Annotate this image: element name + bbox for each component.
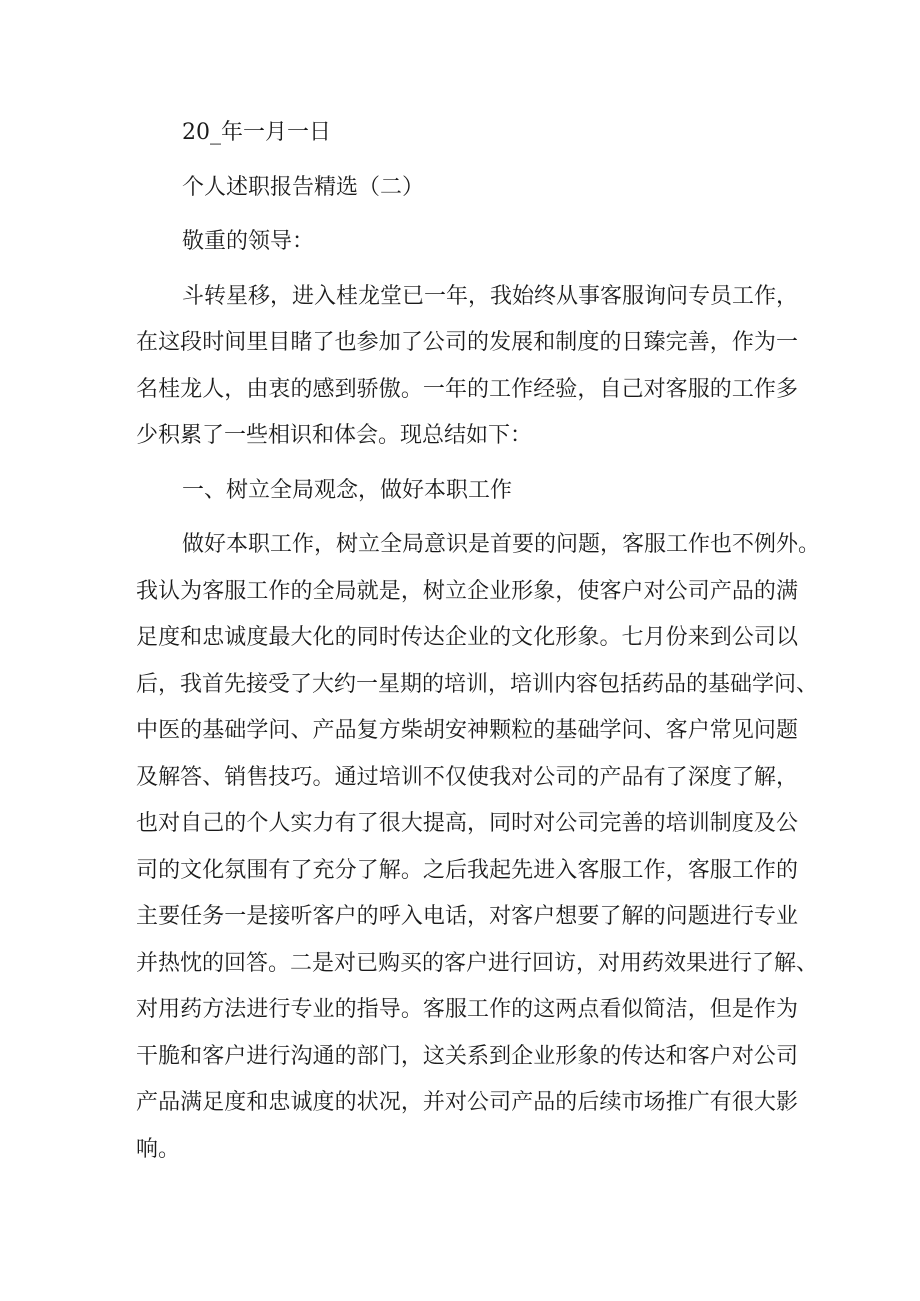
paragraph-line: 主要任务一是接听客户的呼入电话，对客户想要了解的问题进行专业 xyxy=(136,904,798,929)
document-title: 个人述职报告精选（二） xyxy=(182,174,425,200)
salutation: 敬重的领导： xyxy=(182,229,315,254)
paragraph-line: 对用药方法进行专业的指导。客服工作的这两点看似简洁，但是作为 xyxy=(136,997,798,1022)
paragraph-line: 并热忱的回答。二是对已购买的客户进行回访，对用药效果进行了解、 xyxy=(136,950,819,976)
paragraph-line: 在这段时间里目睹了也参加了公司的发展和制度的日臻完善，作为一 xyxy=(136,330,798,355)
paragraph-line: 名桂龙人，由衷的感到骄傲。一年的工作经验，自己对客服的工作多 xyxy=(136,376,798,402)
paragraph-line: 司的文化氛围有了充分了解。之后我起先进入客服工作，客服工作的 xyxy=(136,857,798,883)
paragraph-line: 响。 xyxy=(136,1136,181,1162)
paragraph-line: 做好本职工作，树立全局意识是首要的问题，客服工作也不例外。 xyxy=(182,532,821,557)
paragraph-line: 及解答、销售技巧。通过培训不仅使我对公司的产品有了深度了解， xyxy=(136,764,798,790)
paragraph-line: 后，我首先接受了大约一星期的培训，培训内容包括药品的基础学问、 xyxy=(136,671,819,697)
paragraph-line: 也对自己的个人实力有了很大提高，同时对公司完善的培训制度及公 xyxy=(136,811,798,836)
paragraph-intro xyxy=(136,274,798,460)
paragraph-line: 我认为客服工作的全局就是，树立企业形象，使客户对公司产品的满 xyxy=(136,578,798,604)
paragraph-line: 中医的基础学问、产品复方柴胡安神颗粒的基础学问、客户常见问题 xyxy=(136,718,798,743)
date-line: 20_年一月一日 xyxy=(182,120,331,145)
paragraph-line: 少积累了一些相识和体会。现总结如下： xyxy=(136,423,533,448)
paragraph-line: 产品满足度和忠诚度的状况，并对公司产品的后续市场推广有很大影 xyxy=(136,1090,798,1115)
section-heading: 一、树立全局观念，做好本职工作 xyxy=(182,477,513,503)
paragraph-line: 足度和忠诚度最大化的同时传达企业的文化形象。七月份来到公司以 xyxy=(136,625,798,650)
paragraph-line: 斗转星移，进入桂龙堂已一年，我始终从事客服询问专员工作， xyxy=(182,283,799,309)
paragraph-line: 干脆和客户进行沟通的部门，这关系到企业形象的传达和客户对公司 xyxy=(136,1043,798,1069)
document-body xyxy=(136,110,821,1173)
paragraph-main xyxy=(136,522,821,1173)
